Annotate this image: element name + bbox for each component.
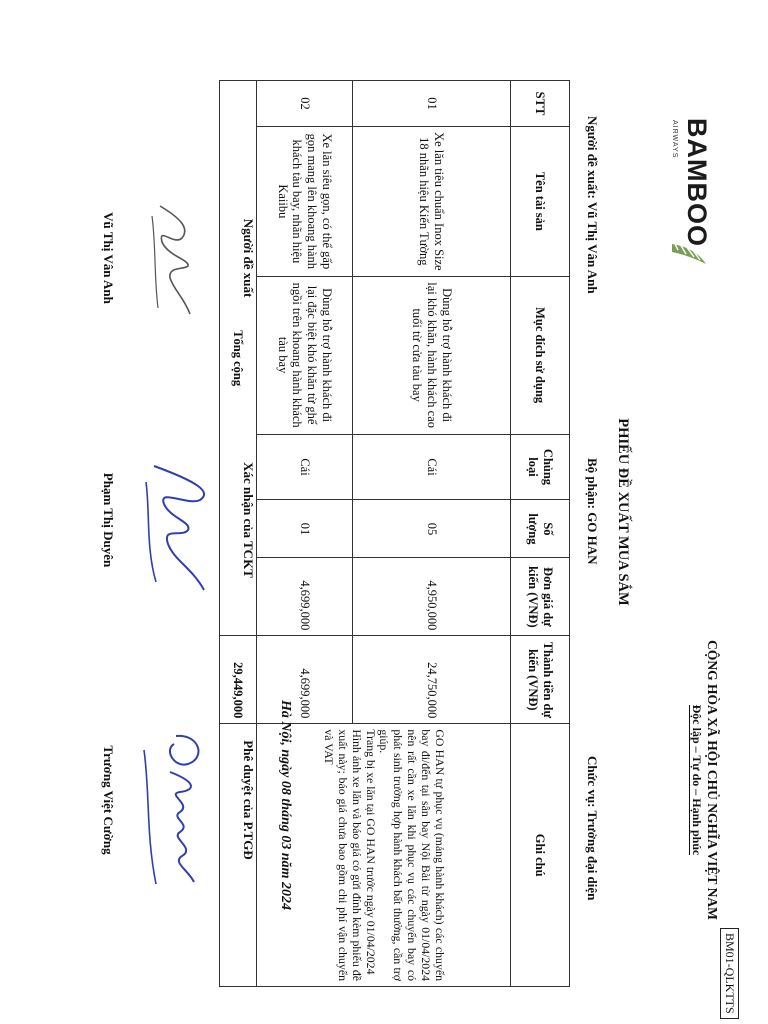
signer-title-approver: Phê duyệt của P.TGĐ <box>241 740 256 860</box>
cell-purpose: Dùng hỗ trợ hành khách đi lại đặc biệt khó khăn từ ghế ngồi trên khoang hành khách tàu bay <box>257 276 353 434</box>
col-header-note: Ghi chú <box>511 724 570 987</box>
total-label: Tổng cộng <box>220 81 257 636</box>
col-header-type: Chủng loại <box>511 434 570 500</box>
form-code: BM01-QLKTTS <box>720 928 739 1019</box>
cell-unit-price: 4,950,000 <box>353 558 511 636</box>
proposal-meta-row <box>580 0 600 1024</box>
col-header-name: Tên tài sản <box>511 126 570 276</box>
table-header-row <box>511 81 570 987</box>
document-title: PHIẾU ĐỀ XUẤT MUA SẮM <box>615 418 631 606</box>
position: Chức vụ: Trưởng đại diện <box>585 756 600 901</box>
note-paragraph: Hình ảnh xe lăn và báo giá có gửi đính kèm phiếu đề xuất này; báo giá chưa bao gồm chi phí vận chuyển và VAT <box>321 729 364 981</box>
col-header-qty: Số lượng <box>511 500 570 558</box>
signature-approver <box>124 724 236 894</box>
cell-amount: 4,699,000 <box>257 636 353 724</box>
cell-note <box>257 724 511 987</box>
cell-qty: 05 <box>353 500 511 558</box>
bamboo-logo <box>660 118 716 268</box>
cell-purpose: Dùng hỗ trợ hành khách đi lại khó khăn, hành khách cao tuổi từ cửa tàu bay <box>353 276 511 434</box>
proposer: Người đề xuất: Vũ Thị Vân Anh <box>585 116 600 294</box>
table-row <box>353 81 511 987</box>
purchase-table <box>219 80 570 987</box>
cell-type: Cái <box>257 434 353 500</box>
col-header-amount: Thành tiền dự kiến (VNĐ) <box>511 636 570 724</box>
col-header-stt: STT <box>511 81 570 127</box>
nation-motto <box>689 600 704 960</box>
cell-type: Cái <box>353 434 511 500</box>
place-date: Hà Nội, ngày 08 tháng 03 năm 2024 <box>278 700 293 911</box>
signer-title-accounting: Xác nhận của TCKT <box>241 462 256 578</box>
nation-title: CỘNG HÒA XÃ HỘI CHỦ NGHĨA VIỆT NAM <box>705 640 720 920</box>
signer-name-accounting: Phạm Thị Duyên <box>101 472 116 568</box>
note-paragraph: GO HAN tự phục vụ (mảng hành khách) các chuyến bay đi/đến tại sân bay Nội Bài từ ngày 01/04/2024 nên rất cần xe lăn khi phục vụ các chuyến bay có phát sinh trường hợp hành khách bất thường, cần trợ giúp. <box>377 729 448 981</box>
total-amount: 29,449,000 <box>220 636 257 724</box>
signature-accounting <box>128 452 228 602</box>
department: Bộ phận: GO HAN <box>585 458 600 565</box>
cell-name: Xe lăn siêu gọn, có thể gấp gọn mang lên khoang hành khách tàu bay, nhãn hiệu Kaiibu <box>257 126 353 276</box>
logo-subtext: AIRWAYS <box>671 120 678 159</box>
cell-qty: 01 <box>257 500 353 558</box>
nation-motto-text: Độc lập – Tự do – Hạnh phúc <box>690 704 704 856</box>
cell-unit-price: 4,699,000 <box>257 558 353 636</box>
signature-proposer <box>140 196 220 326</box>
note-paragraph: Trang bị xe lăn tại GO HAN trước ngày 01/04/2024 <box>363 729 378 975</box>
cell-stt: 01 <box>353 81 511 127</box>
col-header-purpose: Mục đích sử dụng <box>511 276 570 434</box>
bamboo-leaf-icon <box>670 240 708 266</box>
signer-name-proposer: Vũ Thị Vân Anh <box>101 212 116 304</box>
signer-name-approver: Trương Việt Cường <box>101 745 116 855</box>
cell-amount: 24,750,000 <box>353 636 511 724</box>
logo-wordmark: BAMBOO <box>682 118 712 247</box>
signer-title-proposer: Người đề xuất <box>241 218 256 298</box>
col-header-unit-price: Đơn giá dự kiến (VNĐ) <box>511 558 570 636</box>
cell-name: Xe lăn tiêu chuẩn Inox Size 18 nhãn hiệu Kiến Tường <box>353 126 511 276</box>
cell-stt: 02 <box>257 81 353 127</box>
